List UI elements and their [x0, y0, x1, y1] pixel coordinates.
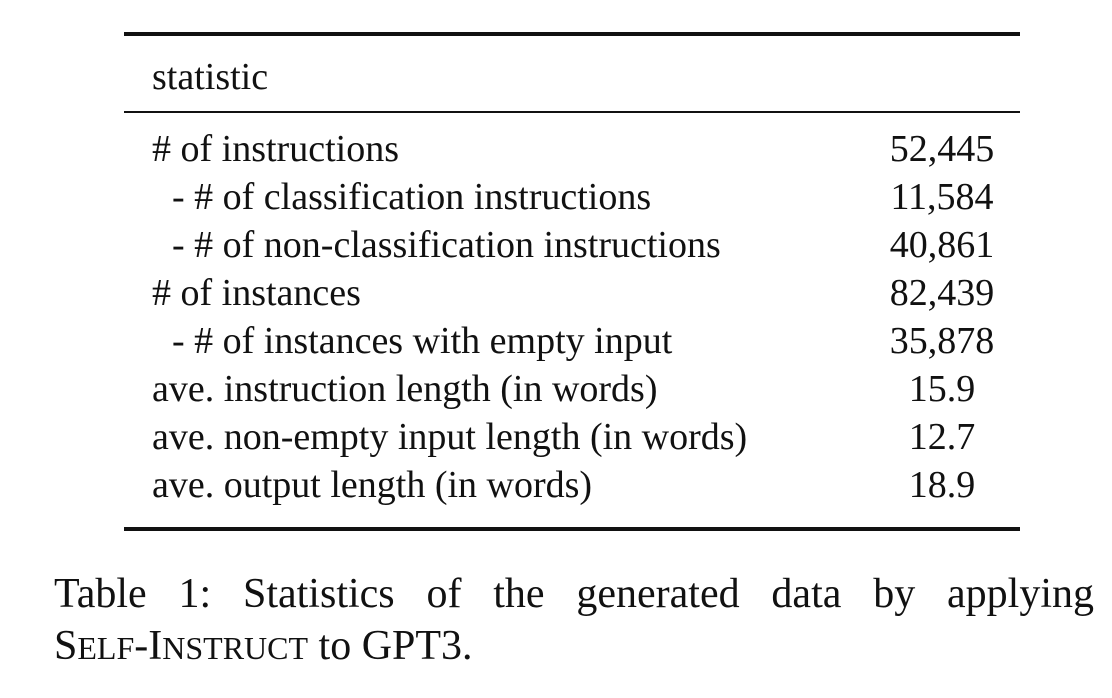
row-label: ave. output length (in words): [152, 464, 593, 506]
row-label: - # of instances with empty input: [172, 320, 673, 362]
table-row: [124, 413, 1020, 461]
table-row: [124, 461, 1020, 509]
table-row: [124, 173, 1020, 221]
table-body: [124, 113, 1020, 527]
caption-line-1: Table 1: Statistics of the generated data by applying: [54, 571, 1094, 617]
table-row: [124, 317, 1020, 365]
method-name-elf: ELF: [77, 630, 135, 666]
caption-line-2-rest: to GPT3.: [308, 623, 473, 669]
method-name-dash: -: [134, 623, 149, 669]
table-row: [124, 221, 1020, 269]
row-value: 12.7: [908, 416, 976, 458]
method-name-nstruct: NSTRUCT: [162, 630, 309, 666]
row-value: 35,878: [889, 320, 995, 362]
row-label: - # of classification instructions: [172, 176, 652, 218]
row-label: ave. instruction length (in words): [152, 368, 658, 410]
table-header-row: [124, 36, 1020, 111]
table-bottom-rule: [124, 527, 1020, 531]
row-value: 18.9: [908, 464, 976, 506]
row-label: ave. non-empty input length (in words): [152, 416, 748, 458]
table-caption: [54, 568, 1094, 674]
row-value: 40,861: [889, 224, 995, 266]
caption-line-2: [54, 620, 1094, 674]
method-name-i: I: [148, 623, 163, 669]
statistics-table: [124, 32, 1020, 531]
row-label: # of instances: [152, 272, 361, 314]
method-name-s: S: [54, 623, 78, 669]
row-label: - # of non-classification instructions: [172, 224, 721, 266]
table-row: [124, 125, 1020, 173]
row-label: # of instructions: [152, 128, 399, 170]
row-value: 15.9: [908, 368, 976, 410]
table-row: [124, 365, 1020, 413]
row-value: 11,584: [890, 176, 994, 218]
row-value: 52,445: [889, 128, 995, 170]
table-header-statistic: statistic: [152, 56, 269, 98]
table-row: [124, 269, 1020, 317]
row-value: 82,439: [889, 272, 995, 314]
